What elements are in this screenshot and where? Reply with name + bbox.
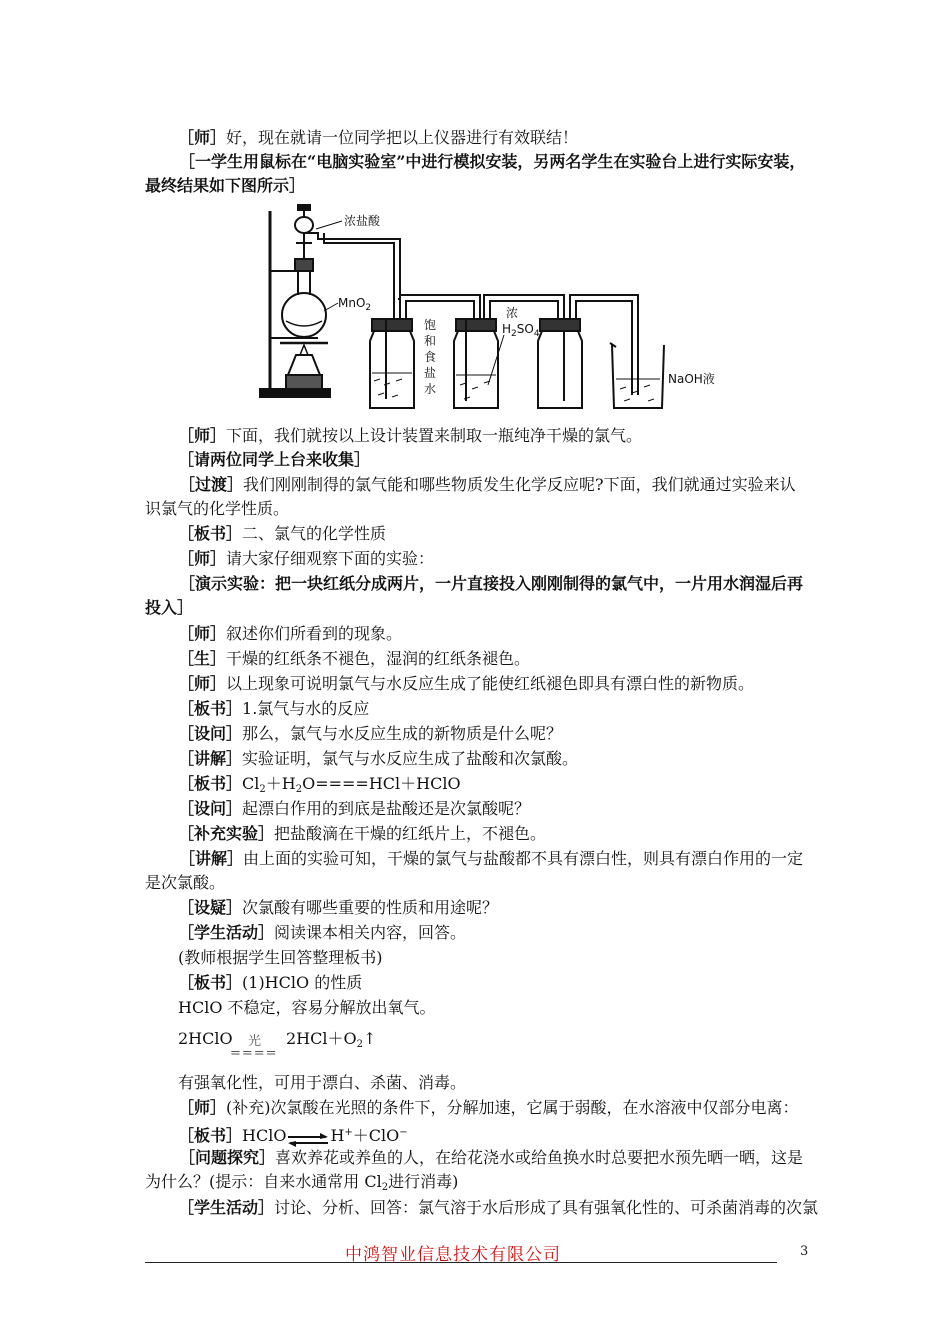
label-naoh: NaOH液 <box>668 372 715 386</box>
paragraph-text: 叙述你们所看到的现象。 <box>226 624 403 643</box>
paragraph-text: (1)HClO 的性质 <box>242 973 363 992</box>
paragraph-bold: ［演示实验：把一块红纸分成两片，一片直接投入刚刚制得的氯气中，一片用水润湿后再投入］ <box>145 574 804 617</box>
paragraph-text: 好，现在就请一位同学把以上仪器进行有效联结！ <box>226 128 579 147</box>
paragraph-bold: ［请两位同学上台来收集］ <box>178 450 371 469</box>
footer-rule <box>145 1262 777 1263</box>
paragraph: ［问题探究］喜欢养花或养鱼的人，在给花浇水或给鱼换水时总要把水预先晒一晒，这是为什么？(提示：自来水通常用 $Cl_2$进行消毒) <box>145 1148 804 1193</box>
paragraph <box>178 126 578 150</box>
role-tag: ［师］ <box>178 128 227 147</box>
paragraph: (教师根据学生回答整理板书) <box>178 948 383 967</box>
equation-bar: ==== <box>230 1046 278 1061</box>
role-tag: ［板书］ <box>178 524 243 543</box>
svg-text:饱: 饱 <box>424 318 437 332</box>
paragraph-text: 请大家仔细观察下面的实验： <box>226 549 435 568</box>
paragraph <box>178 672 754 696</box>
paragraph <box>178 622 402 646</box>
paragraph-text: 那么，氯气与水反应生成的新物质是什么呢？ <box>242 724 563 743</box>
role-tag: ［师］ <box>178 674 227 693</box>
role-tag: ［设疑］ <box>178 898 243 917</box>
svg-text:浓: 浓 <box>506 306 519 320</box>
paragraph-text: 把盐酸滴在干燥的红纸片上，不褪色。 <box>274 824 547 843</box>
svg-text:水: 水 <box>424 382 437 396</box>
paragraph-text: 下面，我们就按以上设计装置来制取一瓶纯净干燥的氯气。 <box>226 426 643 445</box>
paragraph-text: 讨论、分析、回答：氯气溶于水后形成了具有强氧化性的、可杀菌消毒的次氯 <box>274 1198 819 1217</box>
paragraph-text: 干燥的红纸条不褪色，湿润的红纸条褪色。 <box>226 649 531 668</box>
label-conc-h2so4 <box>502 306 540 339</box>
paragraph <box>178 424 642 448</box>
role-tag: ［师］ <box>178 1098 227 1117</box>
paragraph <box>145 847 807 895</box>
equation-hclo-decomposition: 2HClO <box>178 1029 233 1048</box>
paragraph <box>178 522 386 546</box>
label-conc-hcl: 浓盐酸 <box>344 214 381 228</box>
paragraph-text: 实验证明，氯气与水反应生成了盐酸和次氯酸。 <box>242 749 579 768</box>
paragraph <box>178 1196 818 1220</box>
label-mno2: MnO$_2$ <box>338 296 372 313</box>
paragraph <box>178 747 578 771</box>
role-tag: ［师］ <box>178 426 227 445</box>
paragraph-text: 1.氯气与水的反应 <box>242 699 370 718</box>
paragraph-text: (补充)次氯酸在光照的条件下，分解加速，它属于弱酸，在水溶液中仅部分电离： <box>226 1098 799 1117</box>
paragraph <box>178 921 466 945</box>
paragraph-text: 起漂白作用的到底是盐酸还是次氯酸呢？ <box>242 799 531 818</box>
svg-text:食: 食 <box>424 350 437 364</box>
role-tag: ［设问］ <box>178 799 243 818</box>
role-tag: ［学生活动］ <box>178 923 275 942</box>
role-tag: ［设问］ <box>178 724 243 743</box>
reversible-arrow-icon <box>286 1130 330 1144</box>
paragraph: HClO 不稳定，容易分解放出氧气。 <box>178 998 436 1017</box>
apparatus-drawing <box>258 203 715 413</box>
role-tag: ［师］ <box>178 624 227 643</box>
svg-text:盐: 盐 <box>424 366 437 380</box>
role-tag: ［问题探究］ <box>179 1148 276 1167</box>
paragraph-text: 我们刚刚制得的氯气能和哪些物质发生化学反应呢?下面，我们就通过实验来认识氯气的化学性质。 <box>145 475 796 518</box>
paragraph-text: 喜欢养花或养鱼的人，在给花浇水或给鱼换水时总要把水预先晒一晒，这是为什么？(提示：自来水通常用 Cl <box>145 1148 804 1191</box>
role-tag: ［补充实验］ <box>178 824 275 843</box>
condition-light: 光 <box>248 1034 262 1049</box>
paragraph <box>178 547 434 571</box>
paragraph <box>178 647 530 671</box>
paragraph-text: 阅读课本相关内容，回答。 <box>274 923 467 942</box>
svg-text:和: 和 <box>424 334 437 348</box>
paragraph-bold: ［一学生用鼠标在“电脑实验室”中进行模拟安装，另两名学生在实验台上进行实际安装，最终结果如下图所示］ <box>145 152 806 195</box>
paragraph <box>178 971 362 995</box>
paragraph <box>178 797 530 821</box>
equation-line: ［板书$]Cl_2+H_2O====HCl+HClO$ <box>178 774 461 795</box>
paragraph <box>178 1096 799 1120</box>
paragraph-text: 二、氯气的化学性质 <box>242 524 387 543</box>
role-tag: ［讲解］ <box>178 749 243 768</box>
paragraph-text: 以上现象可说明氯气与水反应生成了能使红纸褪色即具有漂白性的新物质。 <box>226 674 755 693</box>
paragraph-text: 次氯酸有哪些重要的性质和用途呢？ <box>242 898 499 917</box>
paragraph <box>145 473 807 521</box>
role-tag: ［生］ <box>178 649 227 668</box>
paragraph <box>178 697 369 721</box>
role-tag: ［板书］ <box>178 699 243 718</box>
role-tag: ［学生活动］ <box>178 1198 275 1217</box>
role-tag: ［板书］ <box>178 774 243 793</box>
page-number: 3 <box>800 1244 809 1259</box>
role-tag: ［师］ <box>178 549 227 568</box>
paragraph <box>178 896 498 920</box>
equation-products: $2HCl+O_2↑$ <box>286 1029 377 1050</box>
paragraph <box>178 822 546 846</box>
paragraph-text: 由上面的实验可知，干燥的氯气与盐酸都不具有漂白性，则具有漂白作用的一定是次氯酸。 <box>145 849 804 892</box>
apparatus-figure <box>258 203 715 413</box>
footer-company: 中鸿智业信息技术有限公司 <box>345 1245 561 1265</box>
label-saturated-brine <box>424 317 436 396</box>
paragraph: 有强氧化性，可用于漂白、杀菌、消毒。 <box>178 1073 467 1092</box>
role-tag: ［板书］ <box>178 1126 243 1145</box>
role-tag: ［过渡］ <box>179 475 244 494</box>
equation-ionization: ［板书］HClO H+＋ClO− <box>178 1126 408 1145</box>
paragraph <box>178 722 562 746</box>
svg-text:H2SO4: $H_2SO_4$ <box>502 322 540 339</box>
role-tag: ［讲解］ <box>179 849 244 868</box>
role-tag: ［板书］ <box>178 973 243 992</box>
